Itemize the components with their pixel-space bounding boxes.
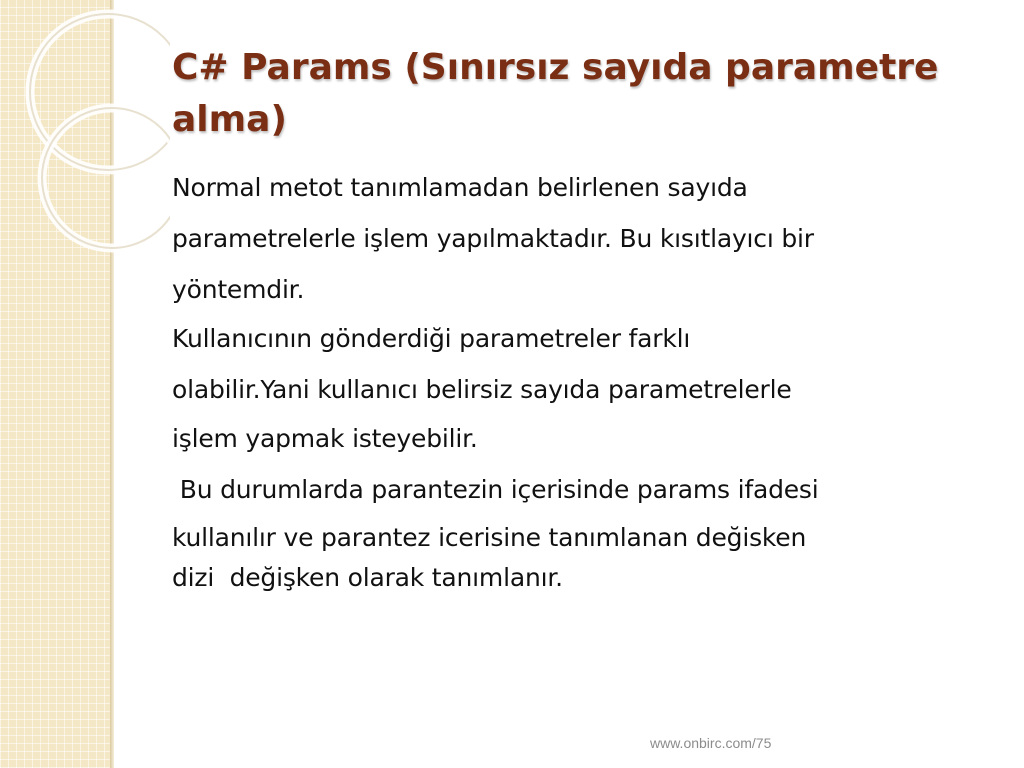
body-line: dizi değişken olarak tanımlanır. [172, 563, 563, 592]
body-line: parametrelerle işlem yapılmaktadır. Bu kısıtlayıcı bir [172, 224, 814, 253]
body-line: yöntemdir. [172, 275, 305, 304]
slide-title-line-1: C# Params (Sınırsız sayıda parametre [172, 47, 939, 88]
body-line: olabilir.Yani kullanıcı belirsiz sayıda parametrelerle [172, 375, 792, 404]
body-line: Bu durumlarda parantezin içerisinde params ifadesi [172, 475, 819, 504]
slide-title-line-2: alma) [172, 99, 287, 140]
footer-url: www.onbirc.com/75 [650, 735, 772, 751]
body-line: işlem yapmak isteyebilir. [172, 424, 478, 453]
body-line: Normal metot tanımlamadan belirlenen sayıda [172, 173, 748, 202]
body-line: kullanılır ve parantez icerisine tanımlanan değisken [172, 523, 807, 552]
body-line: Kullanıcının gönderdiği parametreler farklı [172, 324, 691, 353]
